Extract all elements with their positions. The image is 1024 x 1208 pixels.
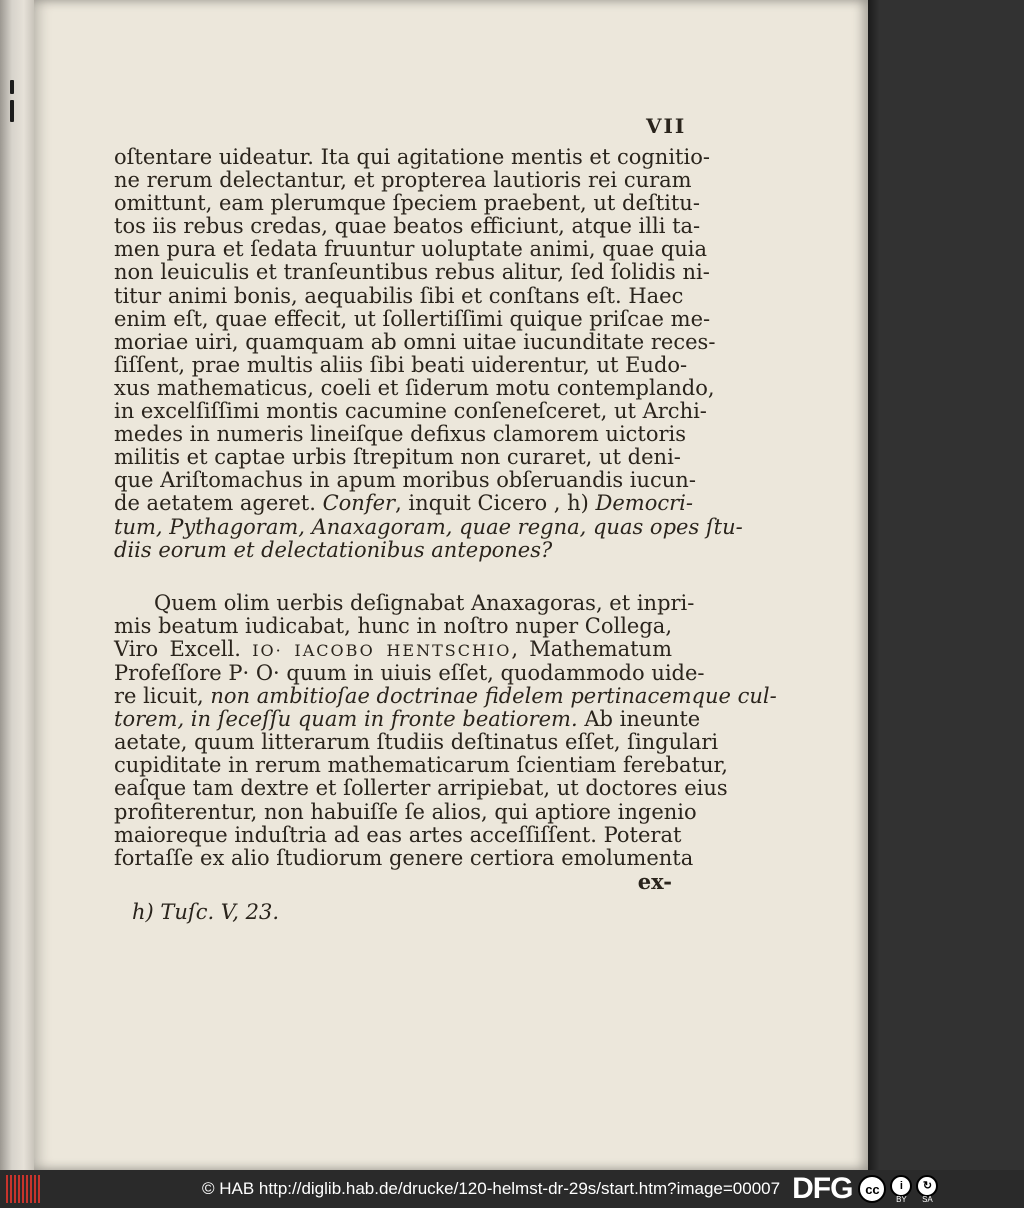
sa-label: SA — [922, 1194, 933, 1204]
text-run: de aetatem ageret. — [114, 491, 316, 516]
text-line — [114, 491, 693, 516]
paragraph-1 — [114, 145, 743, 562]
text-line: Quem olim uerbis deſignabat Anaxagoras, et inpri- — [154, 590, 695, 615]
edge-mark — [10, 100, 14, 122]
text-line: aetate, quum litterarum ſtudiis deſtinatus eſſet, ſingulari — [114, 730, 719, 755]
text-run-italic: tum, Pythagoram, Anaxagoram, quae regna, quas opes ſtu- — [114, 514, 743, 539]
text-line: non leuiculis et tranſeuntibus rebus alitur, ſed ſolidis ni- — [114, 260, 710, 285]
text-line: xus mathematicus, coeli et ſiderum motu contemplando, — [114, 375, 715, 400]
text-line: mis beatum iudicabat, hunc in noſtro nuper Collega, — [114, 613, 672, 638]
catchword: ex- — [637, 868, 672, 894]
text-line: enim eſt, quae effecit, ut ſollertiſſimi quique priſcae me- — [114, 306, 711, 331]
text-line: in excelſiſſimi montis cacumine conſeneſceret, ut Archi- — [114, 399, 707, 424]
text-run-italic: torem, in ſeceſſu quam in fronte beatiorem. — [114, 707, 578, 732]
text-line: tos iis rebus credas, quae beatos efficiunt, atque illi ta- — [114, 214, 701, 239]
text-line: Profeſſore P· O· quum in uiuis eſſet, quodammodo uide- — [114, 660, 705, 685]
text-line: medes in numeris lineiſque defixus clamorem uictoris — [114, 422, 687, 447]
book-spine-edge — [0, 0, 34, 1170]
text-run-italic: diis eorum et delectationibus antepones? — [114, 537, 553, 562]
page-number: VII — [646, 114, 687, 138]
text-run-italic: Confer — [322, 491, 396, 516]
text-line — [114, 638, 672, 662]
share-alike-icon: ↻ — [916, 1175, 938, 1197]
edge-mark — [10, 80, 14, 94]
text-line: ne rerum delectantur, et propterea lautioris rei curam — [114, 168, 692, 193]
text-line: men pura et ſedata fruuntur uoluptate animi, quae quia — [114, 237, 708, 262]
text-line: militis et captae urbis ſtrepitum non curaret, ut deni- — [114, 445, 681, 470]
text-line-italic — [114, 539, 672, 562]
hab-barcode-icon — [6, 1175, 42, 1203]
book-page — [34, 0, 868, 1170]
text-run: , Mathematum — [511, 636, 672, 661]
dfg-logo: DFG — [792, 1172, 853, 1205]
text-run: Ab ineunte — [584, 707, 701, 732]
text-line-italic — [114, 514, 743, 539]
text-line: eaſque tam dextre et ſollerter arripiebat, ut doctores eius — [114, 776, 728, 801]
name-small-caps: IO· IACOBO HENTSCHIO — [252, 640, 512, 660]
text-line: profiterentur, non habuiſſe ſe alios, qui aptiore ingenio — [114, 799, 697, 824]
text-run: , inquit Cicero , h) — [395, 491, 589, 516]
text-line — [114, 684, 777, 709]
cc-icon: cc — [858, 1175, 886, 1203]
main-text — [114, 145, 777, 894]
sa-badge — [916, 1175, 938, 1204]
text-line: maioreque induſtria ad eas artes acceſſiſſent. Poterat — [114, 822, 682, 847]
by-badge — [890, 1175, 912, 1204]
text-line: cupiditate in rerum mathematicarum ſcientiam ferebatur, — [114, 753, 728, 778]
text-line — [114, 707, 701, 732]
text-line: ſiſſent, prae multis aliis ſibi beati uiderentur, ut Eudo- — [114, 352, 688, 377]
by-person-icon: i — [890, 1175, 912, 1197]
footnote: h) Tuſc. V, 23. — [132, 900, 280, 924]
text-line: moriae uiri, quamquam ab omni uitae iucunditate reces- — [114, 329, 716, 354]
text-run: Viro Excell. — [114, 636, 241, 661]
paragraph-gap — [114, 562, 672, 592]
page-shadow — [868, 0, 880, 1170]
text-run-italic: Democri- — [595, 491, 693, 516]
cc-license-badge[interactable] — [858, 1175, 938, 1204]
copyright-link[interactable]: © HAB http://diglib.hab.de/drucke/120-helmst-dr-29s/start.htm?image=00007 — [202, 1179, 781, 1198]
by-label: BY — [896, 1194, 907, 1204]
footer-bar — [0, 1170, 1024, 1208]
text-line: fortaſſe ex alio ſtudiorum genere certiora emolumenta — [114, 845, 694, 870]
text-line: titur animi bonis, aequabilis ſibi et conſtans eſt. Haec — [114, 283, 684, 308]
text-run-italic: non ambitioſae doctrinae fidelem pertinacemque cul- — [210, 684, 777, 709]
text-line: oſtentare uideatur. Ita qui agitatione mentis et cognitio- — [114, 145, 710, 169]
text-line: que Ariſtomachus in apum moribus obſeruandis iucun- — [114, 468, 696, 493]
text-run: re licuit, — [114, 684, 204, 709]
paragraph-2 — [114, 590, 777, 894]
text-line: omittunt, eam plerumque ſpeciem praebent, ut deſtitu- — [114, 191, 700, 216]
